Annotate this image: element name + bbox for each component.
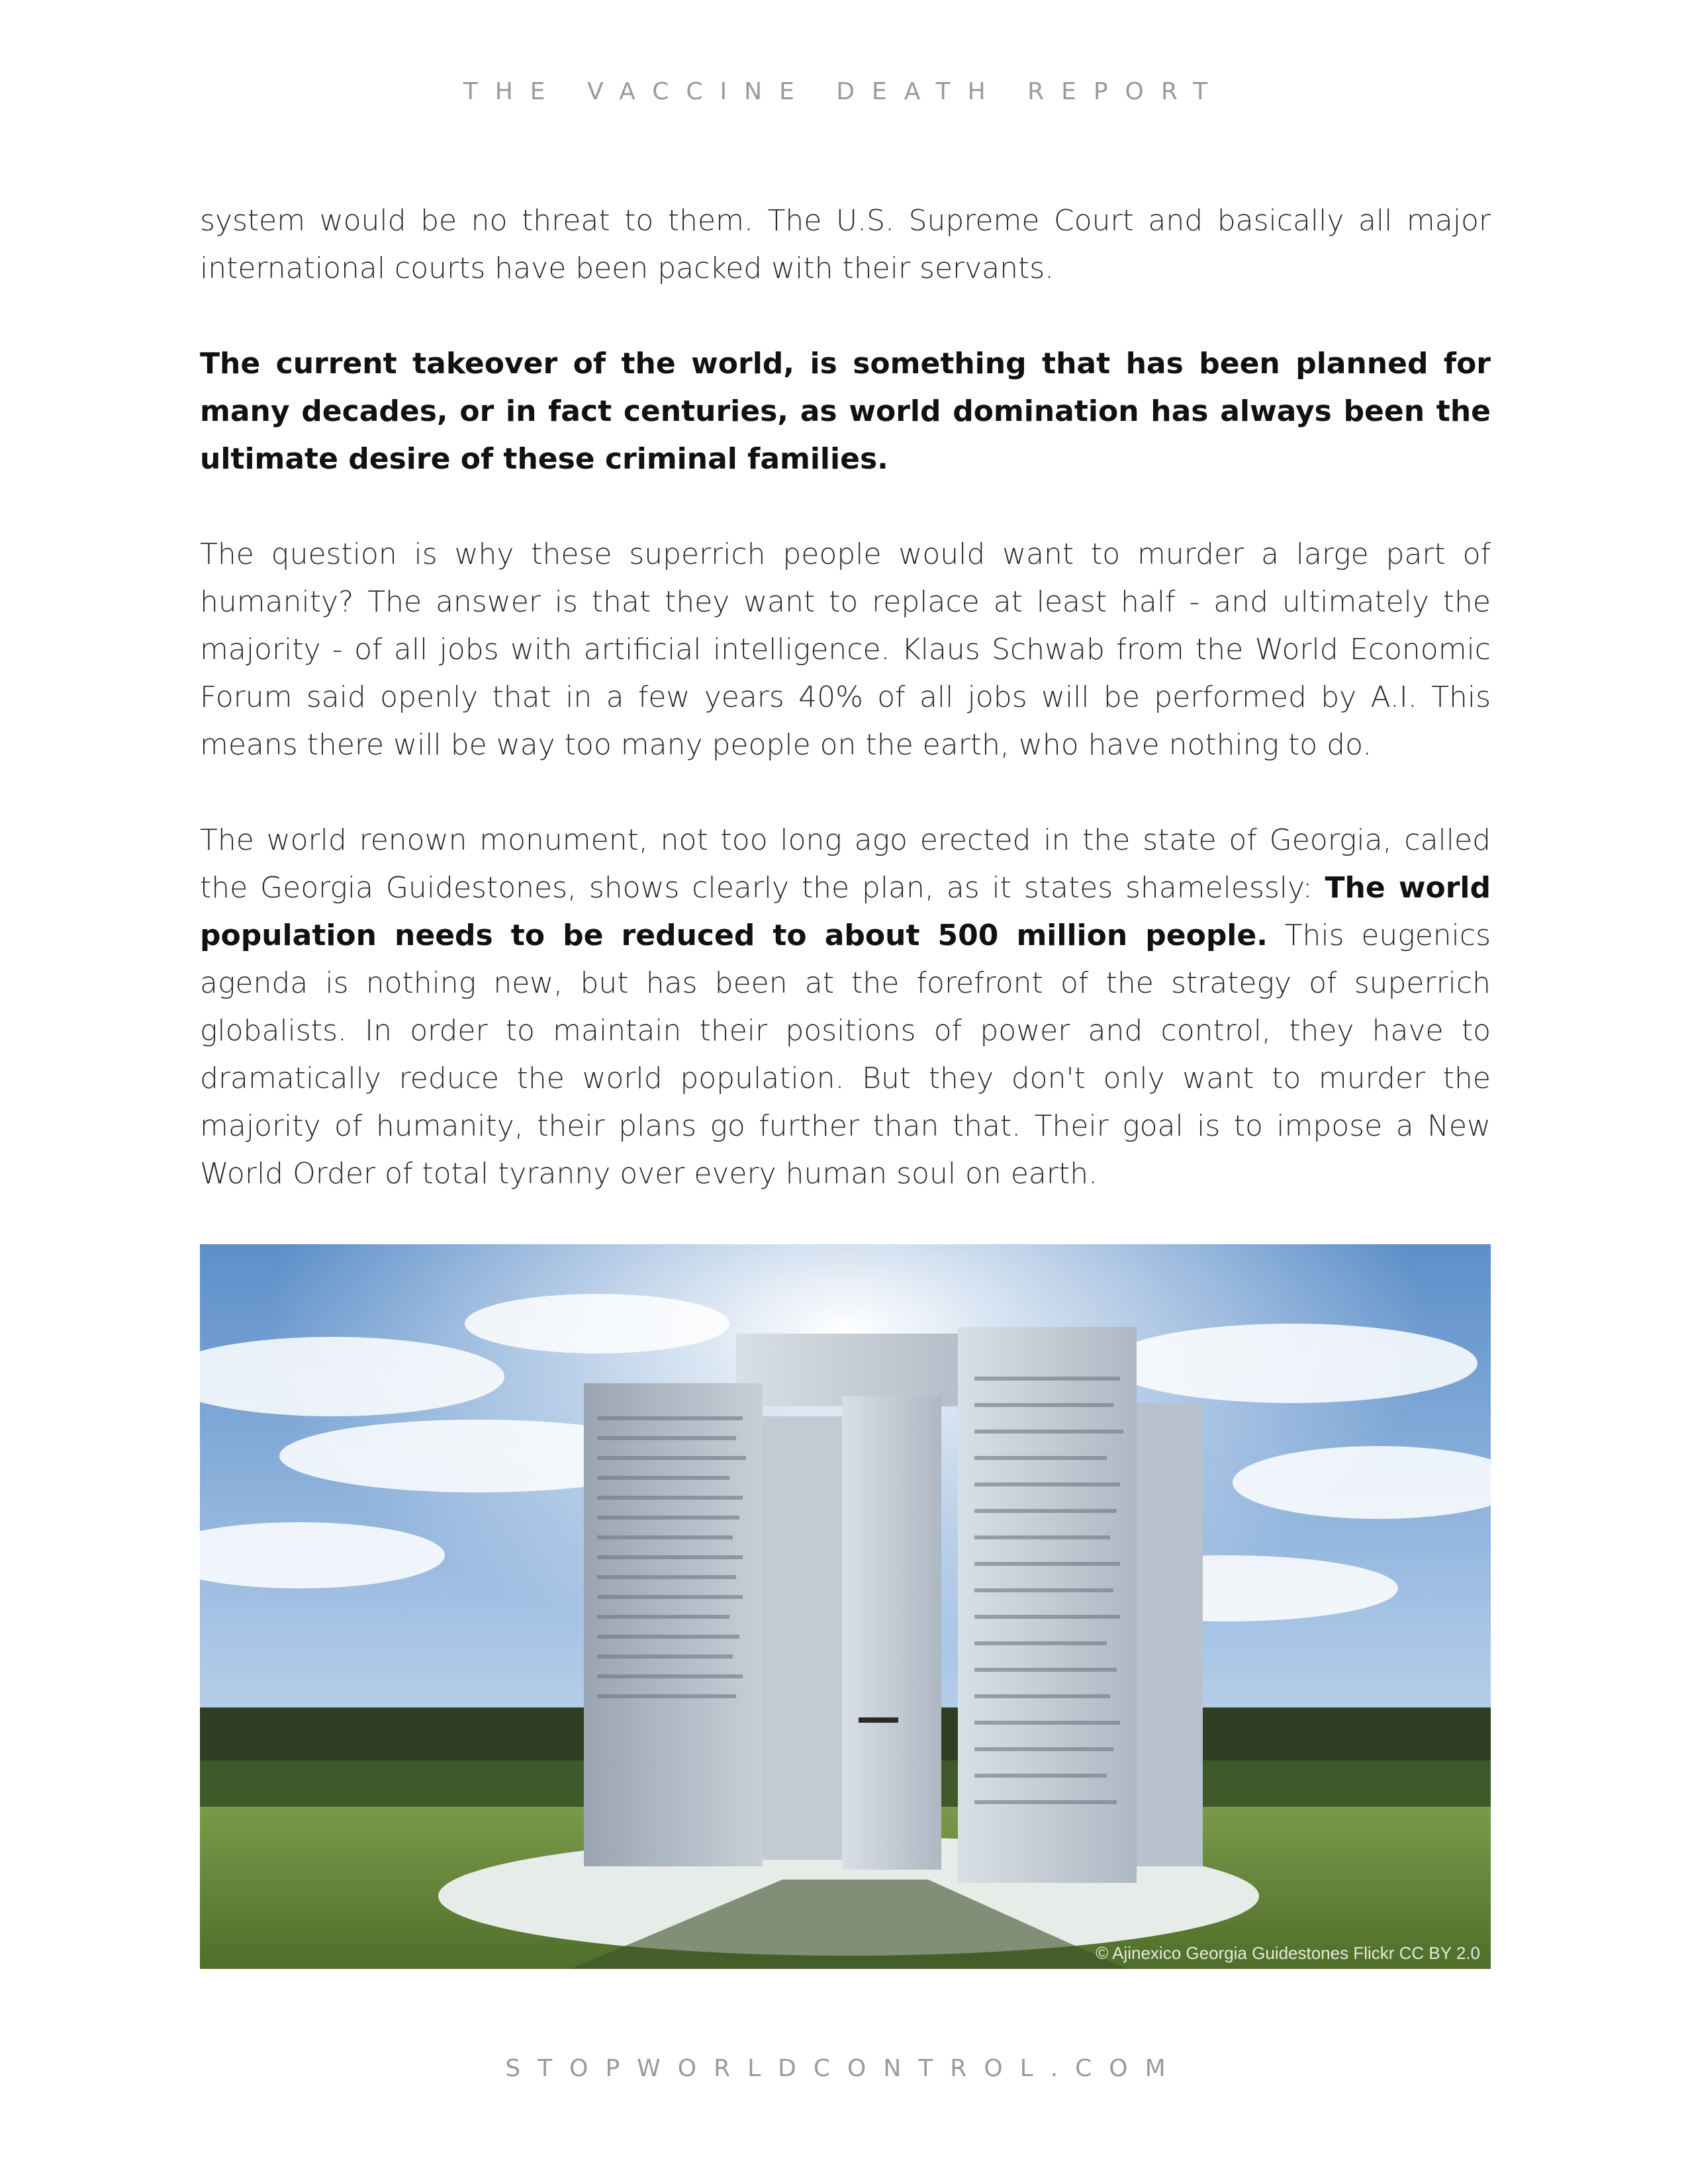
- article-body: [200, 197, 1491, 1246]
- paragraph-3: The question is why these superrich people would want to murder a large part of humanity? The answer is that they want to replace at least half - and ultimately the majority - of all jobs with artificial intelligence. Klaus Schwab from the World Economic Forum said openly that in a few years 40% of all jobs will be performed by A.I. This means there will be way too many people on the earth, who have nothing to do.: [200, 537, 1491, 762]
- photo-credit: © Ajinexico Georgia Guidestones Flickr CC BY 2.0: [1096, 1943, 1480, 1963]
- monument-illustration: [200, 1244, 1491, 1969]
- paragraph-4-start: The world renown monument, not too long ago erected in the state of Georgia, called the Georgia Guidestones, shows clearly the plan, as it states shamelessly:: [200, 823, 1491, 905]
- monument: [584, 1327, 1203, 1883]
- georgia-guidestones-photo: [200, 1244, 1491, 1969]
- paragraph-2-bold: The current takeover of the world, is something that has been planned for many decades, or in fact centuries, as world domination has always been the ultimate desire of these criminal families.: [200, 347, 1491, 476]
- paragraph-4: [200, 817, 1491, 1198]
- paragraph-1: system would be no threat to them. The U.S. Supreme Court and basically all major international courts have been packed with their servants.: [200, 204, 1491, 285]
- paragraph-4-end: This eugenics agenda is nothing new, but has been at the forefront of the strategy of superrich globalists. In order to maintain their positions of power and control, they have to dramatically reduce the world population. But they don't only want to murder the majority of humanity, their plans go further than that. Their goal is to impose a New World Order of total tyranny over every human soul on earth.: [200, 919, 1491, 1191]
- paragraph-4-bold: The world population needs to be reduced to about 500 million people.: [200, 871, 1491, 952]
- page-header: THE VACCINE DEATH REPORT: [463, 78, 1225, 105]
- page-footer: STOPWORLDCONTROL.COM: [505, 2055, 1183, 2082]
